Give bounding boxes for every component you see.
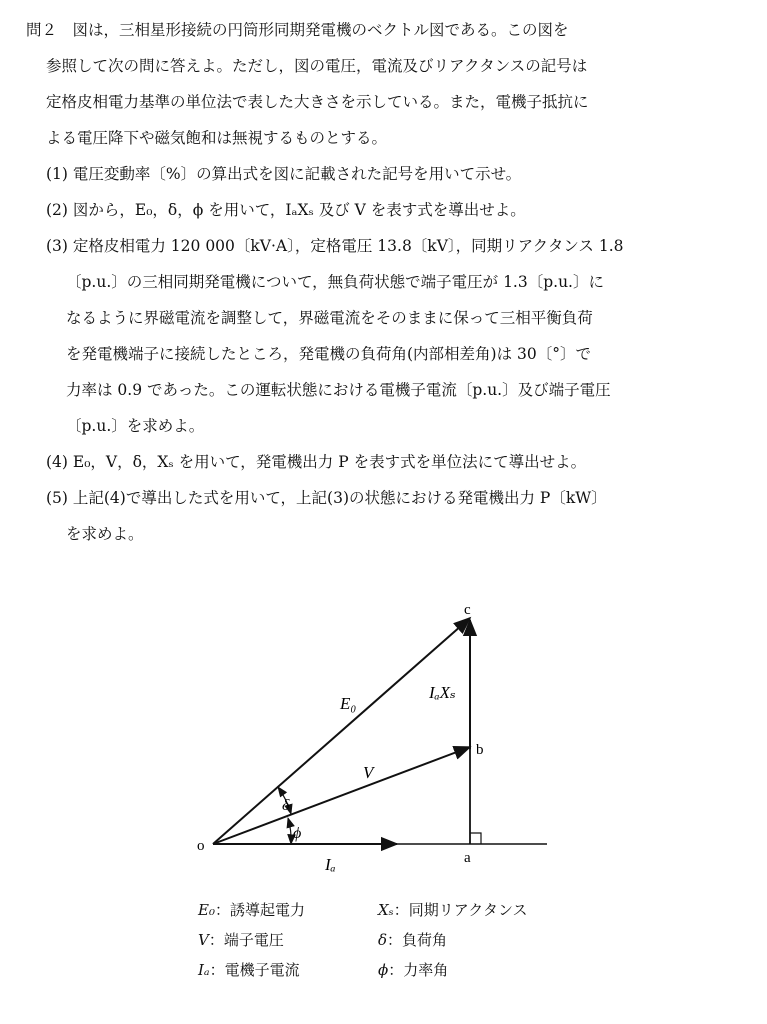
legend-phi-symbol: ϕ bbox=[378, 961, 389, 979]
question-line-2: 参照して次の問に答えよ。ただし，図の電圧，電流及びリアクタンスの記号は bbox=[46, 57, 588, 75]
iaxs-label: IₐXₛ bbox=[429, 683, 456, 702]
legend-delta bbox=[378, 930, 447, 950]
legend-delta-symbol: δ bbox=[378, 931, 388, 949]
legend-phi-desc: ：力率角 bbox=[388, 961, 449, 979]
legend-e0 bbox=[198, 900, 305, 920]
question-line-4: よる電圧降下や磁気飽和は無視するものとする。 bbox=[46, 129, 388, 147]
phi-arc bbox=[288, 818, 291, 844]
subquestion-3-line-1: (3) 定格皮相電力 120 000〔kV·A〕，定格電圧 13.8〔kV〕，同期リアクタンス 1.8 bbox=[46, 237, 624, 255]
legend-xs-desc: ：同期リアクタンス bbox=[393, 901, 528, 919]
subquestion-4: (4) E₀，V，δ，Xₛ を用いて，発電機出力 P を表す式を単位法にて導出せよ。 bbox=[46, 453, 587, 471]
legend-ia bbox=[198, 960, 300, 980]
legend-phi bbox=[378, 960, 448, 980]
subquestion-1: (1) 電圧変動率〔%〕の算出式を図に記載された記号を用いて示せ。 bbox=[46, 165, 522, 183]
legend-v bbox=[198, 930, 284, 950]
point-c-label: c bbox=[464, 602, 471, 618]
ia-label: Iₐ bbox=[325, 855, 336, 874]
subquestion-3-line-6: 〔p.u.〕を求めよ。 bbox=[66, 417, 205, 435]
subquestion-5-line-1: (5) 上記(4)で導出した式を用いて，上記(3)の状態における発電機出力 P〔kW〕 bbox=[46, 489, 607, 507]
e0-vector bbox=[213, 618, 470, 844]
question-line-1: 問２ 図は，三相星形接続の円筒形同期発電機のベクトル図である。この図を bbox=[26, 21, 569, 39]
subquestion-3-line-2: 〔p.u.〕の三相同期発電機について，無負荷状態で端子電圧が 1.3〔p.u.〕に bbox=[66, 273, 604, 291]
subquestion-5-line-2: を求めよ。 bbox=[66, 525, 144, 543]
right-angle-mark bbox=[470, 833, 481, 844]
legend-ia-desc: ：電機子電流 bbox=[209, 961, 300, 979]
point-o-label: o bbox=[197, 838, 205, 854]
legend-v-symbol: V bbox=[198, 931, 209, 949]
vector-diagram bbox=[185, 592, 585, 882]
subquestion-2: (2) 図から，E₀，δ，ϕ を用いて，IₐXₛ 及び V を表す式を導出せよ。 bbox=[46, 201, 526, 219]
subquestion-3-line-5: 力率は 0.9 であった。この運転状態における電機子電流〔p.u.〕及び端子電圧 bbox=[66, 381, 611, 399]
question-line-3: 定格皮相電力基準の単位法で表した大きさを示している。また，電機子抵抗に bbox=[46, 93, 589, 111]
subquestion-3-line-4: を発電機端子に接続したところ，発電機の負荷角(内部相差角)は 30〔°〕で bbox=[66, 345, 591, 363]
point-a-label: a bbox=[464, 850, 471, 866]
legend-delta-desc: ：負荷角 bbox=[387, 931, 448, 949]
legend-e0-desc: ：誘導起電力 bbox=[214, 901, 305, 919]
legend-ia-symbol: Iₐ bbox=[198, 961, 210, 979]
point-b-label: b bbox=[476, 742, 484, 758]
e0-label: E₀ bbox=[340, 694, 357, 713]
legend-e0-symbol: E₀ bbox=[198, 901, 215, 919]
subquestion-3-line-3: なるように界磁電流を調整して，界磁電流をそのままに保って三相平衡負荷 bbox=[66, 309, 593, 327]
legend-xs-symbol: Xₛ bbox=[378, 901, 394, 919]
legend-v-desc: ：端子電圧 bbox=[208, 931, 284, 949]
legend-xs bbox=[378, 900, 528, 920]
v-vector bbox=[213, 747, 470, 844]
phi-label: ϕ bbox=[293, 825, 302, 842]
delta-label: δ bbox=[282, 797, 290, 814]
v-label: V bbox=[363, 763, 374, 782]
